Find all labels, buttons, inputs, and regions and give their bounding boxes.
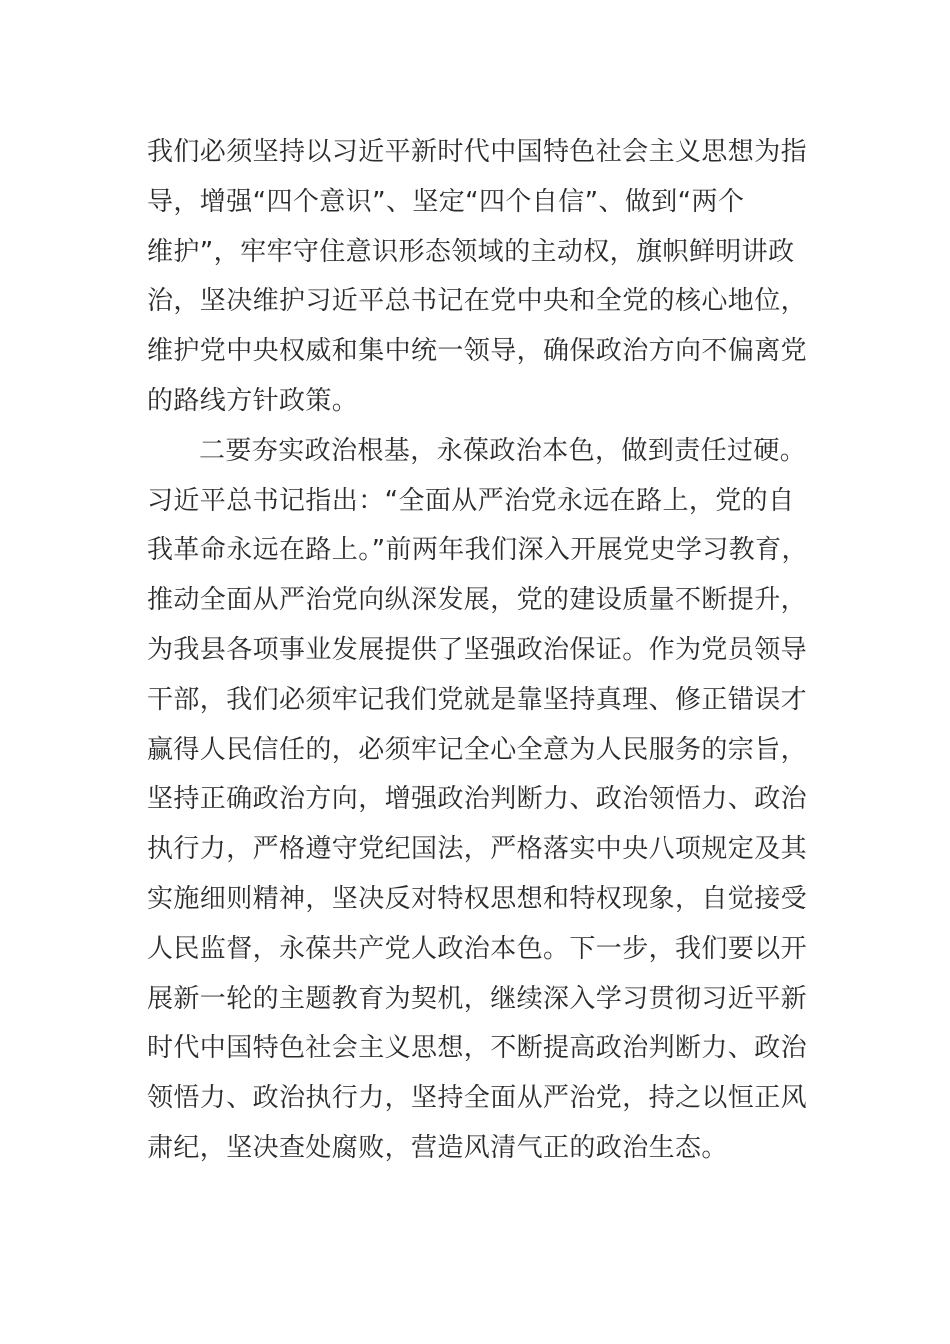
text-line: 维护”，牢牢守住意识形态领域的主动权，旗帜鲜明讲政: [147, 236, 795, 267]
text-line: 导，增强“四个意识”、坚定“四个自信”、做到“两个: [147, 186, 745, 217]
text-line: 领悟力、政治执行力，坚持全面从严治党，持之以恒正风: [147, 1083, 808, 1114]
text-line: 我们必须坚持以习近平新时代中国特色社会主义思想为指: [147, 137, 808, 167]
body-text: [147, 128, 807, 1174]
text-line: 时代中国特色社会主义思想，不断提高政治判断力、政治: [147, 1033, 808, 1064]
text-line: 维护党中央权威和集中统一领导，确保政治方向不偏离党: [147, 336, 808, 367]
text-line: 的路线方针政策。: [147, 385, 359, 416]
paragraph-1: [147, 128, 807, 427]
text-line: 干部，我们必须牢记我们党就是靠坚持真理、修正错误才: [147, 684, 808, 715]
text-line: 推动全面从严治党向纵深发展，党的建设质量不断提升，: [147, 585, 808, 616]
text-line: 习近平总书记指出：“全面从严治党永远在路上，党的自: [147, 485, 795, 516]
paragraph-2: [147, 427, 807, 1174]
text-line: 坚持正确政治方向，增强政治判断力、政治领悟力、政治: [147, 784, 808, 815]
text-line: 实施细则精神，坚决反对特权思想和特权现象，自觉接受: [147, 883, 808, 914]
text-line: 二要夯实政治根基，永葆政治本色，做到责任过硬。: [199, 435, 807, 466]
text-line: 赢得人民信任的，必须牢记全心全意为人民服务的宗旨，: [147, 734, 808, 765]
text-line: 肃纪，坚决查处腐败，营造风清气正的政治生态。: [147, 1132, 728, 1163]
text-line: 我革命永远在路上。”前两年我们深入开展党史学习教育，: [147, 535, 808, 566]
text-line: 治，坚决维护习近平总书记在党中央和全党的核心地位，: [147, 286, 808, 317]
text-line: 为我县各项事业发展提供了坚强政治保证。作为党员领导: [147, 634, 808, 665]
text-line: 展新一轮的主题教育为契机，继续深入学习贯彻习近平新: [147, 983, 808, 1014]
text-line: 执行力，严格遵守党纪国法，严格落实中央八项规定及其: [147, 834, 808, 865]
text-line: 人民监督，永葆共产党人政治本色。下一步，我们要以开: [147, 933, 808, 964]
